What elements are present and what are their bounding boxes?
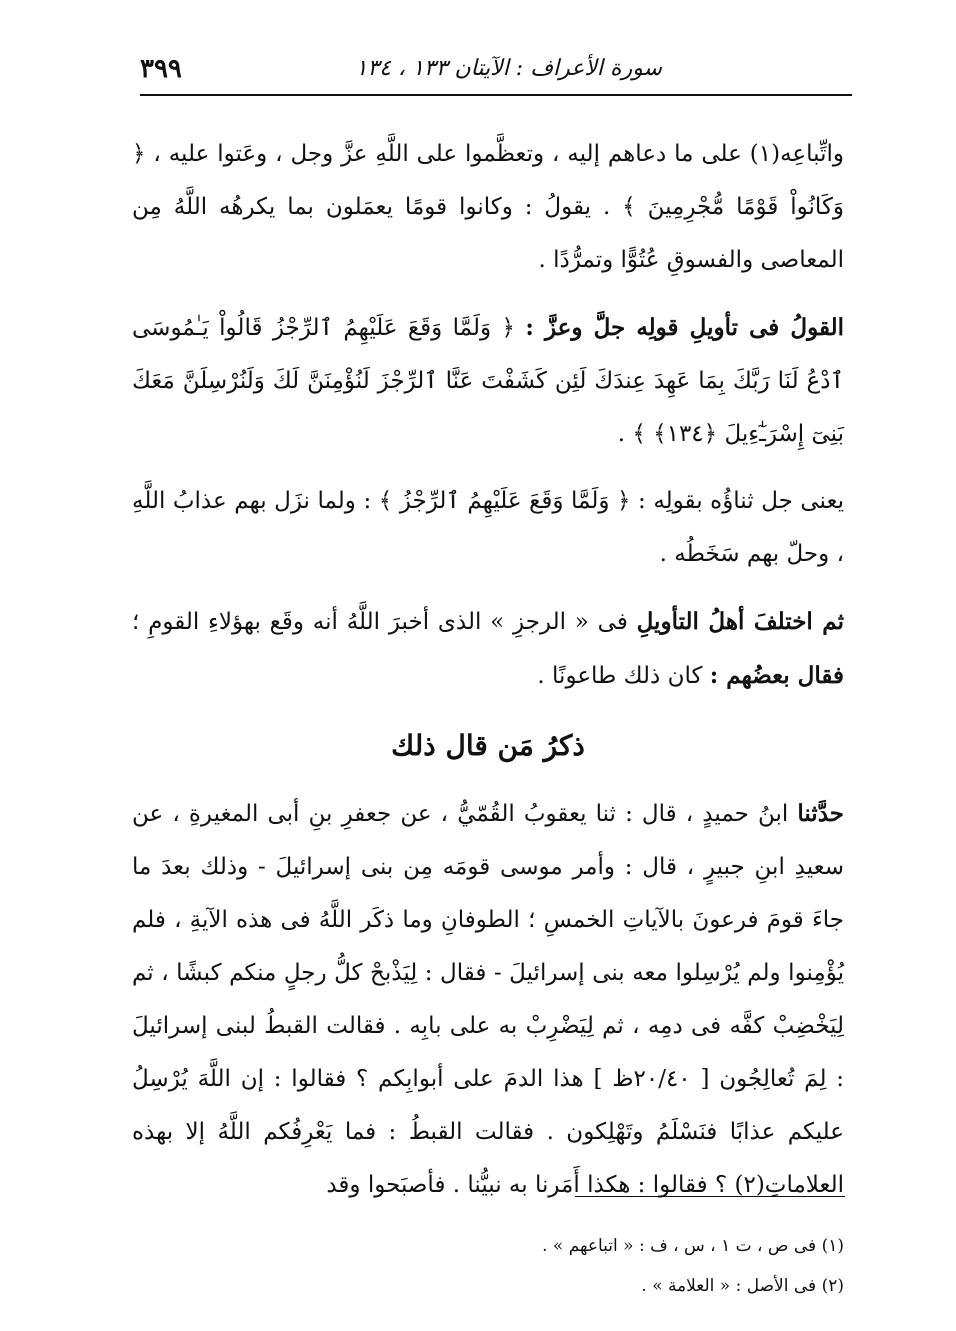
paragraph-lead: حدَّثنا [797, 800, 844, 827]
page-number: ٣٩٩ [140, 54, 182, 84]
paragraph-text: كان ذلك طاعونًا . [537, 663, 710, 689]
footnote-divider [575, 1196, 845, 1197]
paragraph-lead: ثم اختلفَ أهلُ التأويلِ [636, 608, 844, 635]
paragraph-lead: فقال بعضُهم : [709, 662, 844, 689]
paragraph [132, 128, 844, 287]
paragraph [132, 475, 844, 581]
section-heading: ذكرُ مَن قال ذلك [391, 729, 585, 762]
paragraph-text: ابنُ حميدٍ ، قال : ثنا يعقوبُ القُمّيُّ ، عن جعفرِ بنِ أبى المغيرةِ ، عن سعيدِ ابنِ جبيرٍ ، قال : وأمر موسى قومَه مِن بنى إسرائيلَ - وذلك بعدَ ما جاءَ قومَ فرعونَ بالآياتِ الخمسِ ؛ الطوفانِ وما ذكَر اللَّهُ فى هذه الآيةِ ، فلم يُؤْمِنوا ولم يُرْسِلوا معه بنى إسرائيلَ - فقال : لِيَذْبحْ كلُّ رجلٍ منكم كبشًا ، ثم لِيَخْضِبْ كفَّه فى دمِه ، ثم لِيَضْرِبْ به على بابِه . فقالت القبطُ لبنى إسرائيلَ : لِمَ تُعالِجُون [ ٢٠/٤٠ظ ] هذا الدمَ على أبوابِكم ؟ فقالوا : إن اللَّهَ يُرْسِلُ عليكم عذابًا فنَسْلَمُ وتَهْلِكون . فقالت القبطُ : فما يَعْرِفُكم اللَّهُ إلا بهذه العلاماتِ(٢) ؟ فقالوا : هكذا أَمَرنا به نبيُّنا . فأصبَحوا وقد [132, 801, 844, 1198]
paragraph-lead: القولُ فى تأويلِ قولِه جلَّ وعزَّ : [525, 314, 844, 341]
chapter-title: سورة الأعراف : الآيتان ١٣٣ ، ١٣٤ [355, 56, 662, 81]
paragraph-text: واتِّباعِه(١) على ما دعاهم إليه ، وتعظَّموا على اللَّهِ عزَّ وجل ، وعَتوا عليه ، ﴿ وَكَانُواْ قَوْمًا مُّجْرِمِينَ ﴾ . يقولُ : وكانوا قومًا يعمَلون بما يكرهُه اللَّهُ مِن المعاصى والفسوقِ عُتُوًّا وتمرُّدًا . [132, 141, 844, 273]
paragraph [132, 301, 844, 461]
footnotes [344, 1226, 844, 1306]
footnote: (١) فى ص ، ت ١ ، س ، ف : « اتباعهم » . [542, 1236, 844, 1256]
main-text [132, 128, 844, 1226]
running-header [140, 48, 852, 96]
footnote: (٢) فى الأصل : « العلامة » . [641, 1276, 844, 1296]
paragraph-text: يعنى جل ثناؤُه بقولِه : ﴿ وَلَمَّا وَقَعَ عَلَيْهِمُ ٱلرِّجْزُ ﴾ : ولما نزَل بهم عذابُ اللَّهِ ، وحلّ بهم سَخَطُه . [132, 488, 844, 567]
paragraph [132, 595, 844, 703]
quran-verse: ﴿ وَلَمَّا وَقَعَ عَلَيْهِمُ ٱلرِّجْزُ قَالُواْ يَـٰمُوسَى ٱدْعُ لَنَا رَبَّكَ بِمَا عَهِدَ عِندَكَ لَئِن كَشَفْتَ عَنَّا ٱلرِّجْزَ لَنُؤْمِنَنَّ لَكَ وَلَنُرْسِلَنَّ مَعَكَ بَنِىٓ إِسْرَـٰٓءِيلَ ﴿١٣٤﴾ ﴾ . [132, 315, 844, 447]
paragraph-text: فى « الرجزِ » الذى أخبرَ اللَّهُ أنه وقَع بهؤلاءِ القومِ ؛ [132, 609, 637, 635]
paragraph [132, 787, 844, 1212]
